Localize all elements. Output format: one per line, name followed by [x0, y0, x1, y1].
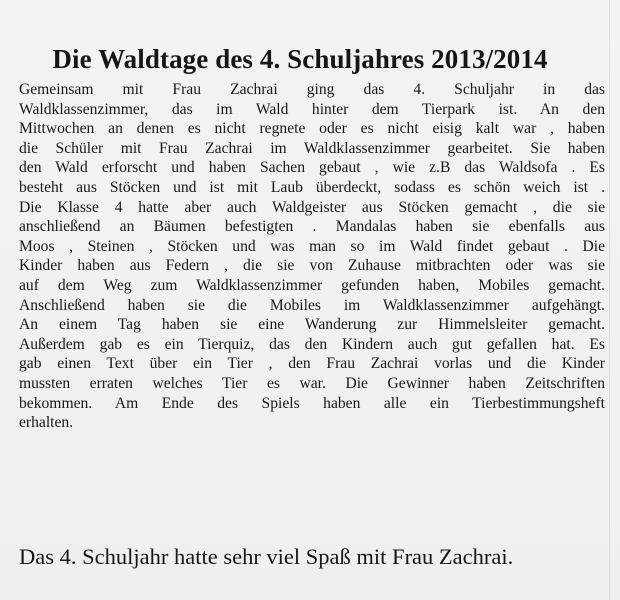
body-line: besteht aus Stöcken und ist mit Laub überdeckt, sodass es schön weich ist .: [19, 178, 605, 196]
body-line: Kinder haben aus Federn , die sie von Zuhause mitbrachten oder was sie: [19, 257, 605, 275]
body-line: Gemeinsam mit Frau Zachrai ging das 4. Schuljahr in das: [19, 81, 605, 98]
body-paragraph: [19, 80, 605, 433]
scan-edge-line: [609, 0, 610, 600]
body-line: Anschließend haben sie die Mobiles im Waldklassenzimmer aufgehängt.: [19, 296, 605, 314]
body-line: auf dem Weg zum Waldklassenzimmer gefunden haben, Mobiles gemacht.: [19, 276, 605, 294]
body-line: Außerdem gab es ein Tierquiz, das den Kindern auch gut gefallen hat. Es: [19, 335, 605, 353]
body-line: Die Klasse 4 hatte aber auch Waldgeister aus Stöcken gemacht , die sie: [19, 198, 605, 216]
body-line: erhalten.: [19, 414, 74, 432]
body-line: Waldklassenzimmer, das im Wald hinter dem Tierpark ist. An den: [19, 100, 605, 118]
page-title: Die Waldtage des 4. Schuljahres 2013/2014: [52, 44, 548, 75]
body-line: die Schüler mit Frau Zachrai im Waldklassenzimmer gearbeitet. Sie haben: [19, 139, 605, 157]
body-line: Moos , Steinen , Stöcken und was man so im Wald findet gebaut . Die: [19, 237, 605, 255]
body-line: bekommen. Am Ende des Spiels haben alle ein Tierbestimmungsheft: [19, 394, 605, 412]
closing-sentence: Das 4. Schuljahr hatte sehr viel Spaß mit Frau Zachrai.: [19, 543, 514, 569]
body-line: anschließend an Bäumen befestigten . Mandalas haben sie ebenfalls aus: [19, 218, 605, 236]
body-line: den Wald erforscht und haben Sachen gebaut , wie z.B das Waldsofa . Es: [19, 159, 605, 177]
body-line: Mittwochen an denen es nicht regnete oder es nicht eisig kalt war , haben: [19, 120, 605, 138]
body-line: mussten erraten welches Tier es war. Die Gewinner haben Zeitschriften: [19, 374, 605, 392]
body-line: gab einen Text über ein Tier , den Frau Zachrai vorlas und die Kinder: [19, 355, 605, 373]
body-line: An einem Tag haben sie eine Wanderung zur Himmelsleiter gemacht.: [19, 316, 605, 334]
